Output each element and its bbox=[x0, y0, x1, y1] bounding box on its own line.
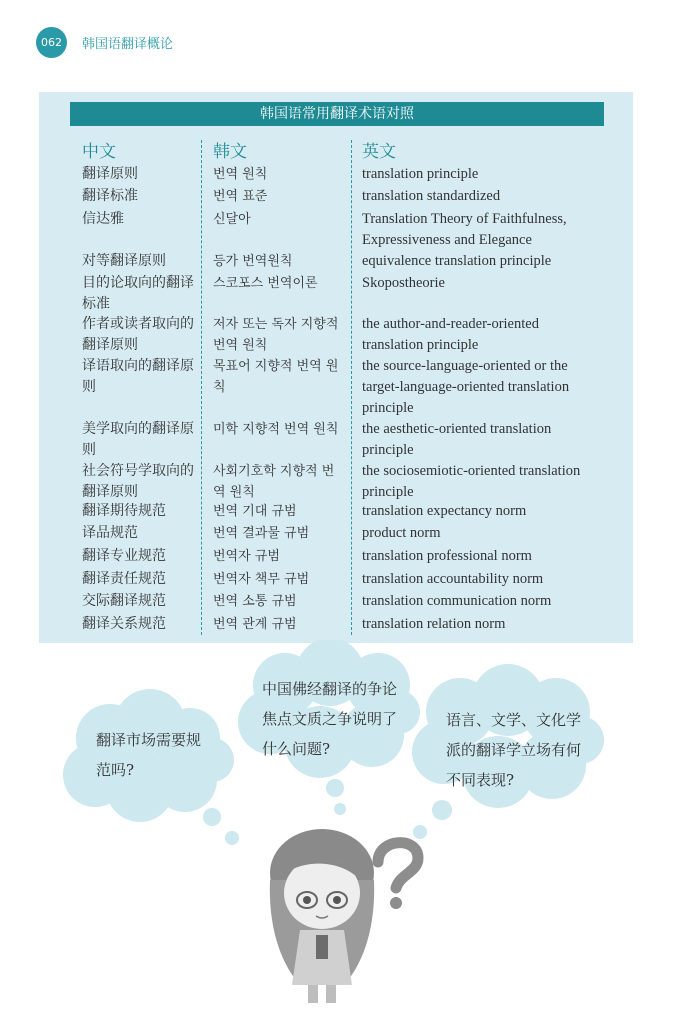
cell-korean: 저자 또는 독자 지향적 번역 원칙 bbox=[213, 317, 339, 353]
question-mark-icon bbox=[378, 843, 418, 909]
cell-chinese: 交际翻译规范 bbox=[82, 593, 166, 609]
cell-korean: 번역 결과물 규범 bbox=[213, 526, 310, 541]
cell-korean: 번역 기대 규범 bbox=[213, 504, 297, 519]
cell-english: translation standardized bbox=[362, 188, 501, 204]
cell-chinese: 目的论取向的翻译标准 bbox=[82, 275, 194, 312]
cell-english: Skopostheorie bbox=[362, 275, 445, 291]
table-title: 韩国语常用翻译术语对照 bbox=[70, 102, 604, 126]
cell-korean: 번역 소통 규범 bbox=[213, 594, 297, 609]
cell-english: translation professional norm bbox=[362, 548, 532, 564]
cell-korean: 번역 관계 규범 bbox=[213, 617, 297, 632]
cell-korean: 번역 원칙 bbox=[213, 167, 268, 182]
cell-korean: 스코포스 번역이론 bbox=[213, 276, 318, 291]
cell-english: the sociosemiotic-oriented translation principle bbox=[362, 463, 581, 500]
cell-chinese: 美学取向的翻译原则 bbox=[82, 421, 194, 458]
cell-korean: 등가 번역원칙 bbox=[213, 254, 293, 269]
cell-korean: 사회기호학 지향적 번역 원칙 bbox=[213, 464, 335, 500]
column-header-chinese: 中文 bbox=[82, 142, 116, 162]
cell-english: translation accountability norm bbox=[362, 571, 544, 587]
cloud-text-left: 翻译市场需要规范吗? bbox=[96, 731, 202, 779]
cell-chinese: 翻译原则 bbox=[82, 166, 138, 182]
cell-korean: 번역자 규범 bbox=[213, 549, 280, 564]
cell-english: product norm bbox=[362, 525, 441, 541]
cell-english: translation expectancy norm bbox=[362, 503, 527, 519]
cell-chinese: 作者或读者取向的翻译原则 bbox=[82, 316, 194, 353]
cell-english: the source-language-oriented or the target-language-oriented translation principle bbox=[362, 358, 570, 416]
cell-chinese: 社会符号学取向的翻译原则 bbox=[82, 463, 194, 500]
column-divider bbox=[201, 140, 202, 635]
cloud-text-middle: 中国佛经翻译的争论焦点文质之争说明了什么问题? bbox=[262, 680, 398, 758]
cell-english: equivalence translation principle bbox=[362, 253, 552, 269]
cell-chinese: 翻译专业规范 bbox=[82, 548, 166, 564]
cell-chinese: 翻译责任规范 bbox=[82, 571, 166, 587]
column-divider bbox=[351, 140, 352, 635]
cell-english: translation relation norm bbox=[362, 616, 506, 632]
cell-chinese: 译语取向的翻译原则 bbox=[82, 358, 194, 395]
page-number: 062 bbox=[36, 27, 67, 58]
cell-chinese: 翻译期待规范 bbox=[82, 503, 166, 519]
cell-chinese: 翻译关系规范 bbox=[82, 616, 166, 632]
cell-korean: 미학 지향적 번역 원칙 bbox=[213, 422, 339, 437]
cell-korean: 번역자 책무 규범 bbox=[213, 572, 310, 587]
cloud-text-right: 语言、文学、文化学派的翻译学立场有何不同表现? bbox=[446, 711, 582, 789]
cell-korean: 목표어 지향적 번역 원칙 bbox=[213, 359, 339, 395]
cell-chinese: 信达雅 bbox=[82, 211, 124, 227]
cell-korean: 번역 표준 bbox=[213, 189, 268, 204]
cell-chinese: 译品规范 bbox=[82, 525, 138, 541]
cell-korean: 신달아 bbox=[213, 212, 251, 227]
cell-chinese: 翻译标准 bbox=[82, 188, 138, 204]
cell-english: the author-and-reader-oriented translation principle bbox=[362, 316, 539, 353]
column-header-english: 英文 bbox=[362, 142, 396, 162]
cell-english: the aesthetic-oriented translation principle bbox=[362, 421, 552, 458]
cell-english: translation principle bbox=[362, 166, 479, 182]
book-title: 韩国语翻译概论 bbox=[82, 37, 174, 52]
cell-english: translation communication norm bbox=[362, 593, 552, 609]
cell-english: Translation Theory of Faithfulness, Expressiveness and Elegance bbox=[362, 211, 567, 248]
column-header-korean: 韩文 bbox=[213, 142, 247, 162]
cell-chinese: 对等翻译原则 bbox=[82, 253, 166, 269]
girl-figure bbox=[270, 829, 374, 1003]
